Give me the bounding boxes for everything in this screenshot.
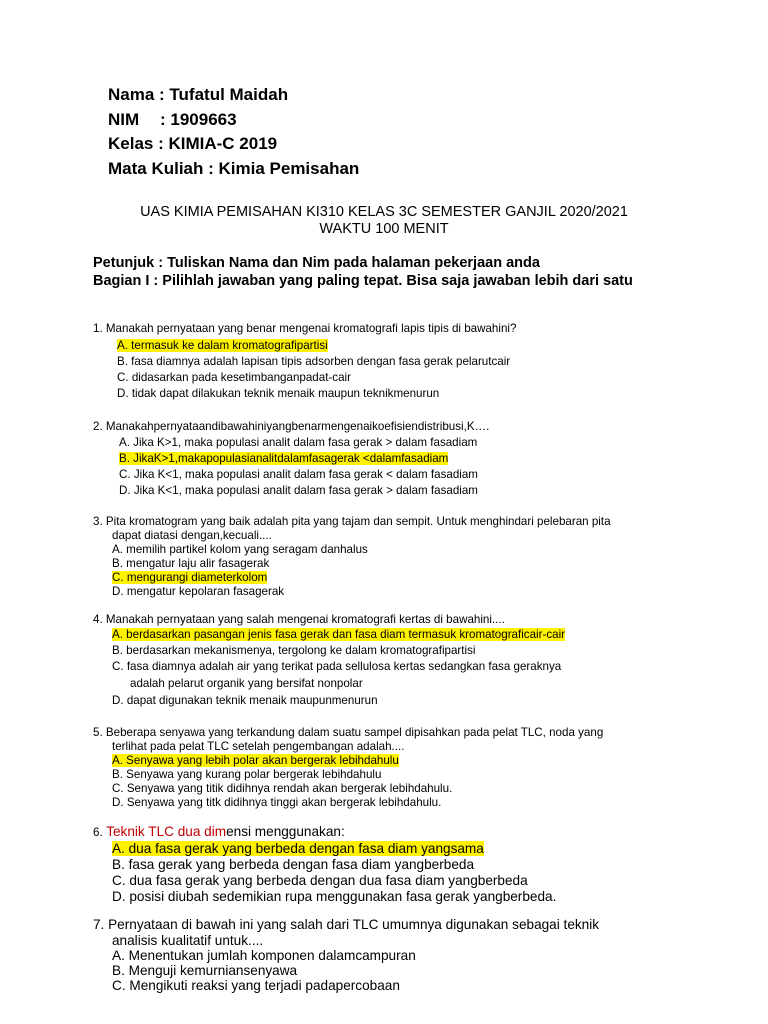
question-4-option-d: D. dapat digunakan teknik menaik maupunmenurun	[112, 694, 378, 707]
instruction-bagian: Bagian I : Pilihlah jawaban yang paling tepat. Bisa saja jawaban lebih dari satu	[93, 273, 633, 289]
question-5-option-b: B. Senyawa yang kurang polar bergerak lebihdahulu	[112, 768, 382, 781]
question-4-option-a: A. berdasarkan pasangan jenis fasa gerak dan fasa diam termasuk kromatograficair-cair	[112, 628, 566, 641]
question-7-option-b: B. Menguji kemurniansenyawa	[112, 963, 298, 978]
question-6-stem-rest: ensi menggunakan:	[226, 824, 345, 839]
question-4-option-c: C. fasa diamnya adalah air yang terikat pada sellulosa kertas sedangkan fasa geraknya	[112, 660, 562, 673]
question-2-option-c: C. Jika K<1, maka populasi analit dalam fasa gerak < dalam fasadiam	[119, 468, 478, 481]
instruction-petunjuk: Petunjuk : Tuliskan Nama dan Nim pada halaman pekerjaan anda	[93, 255, 540, 271]
question-5-stem-cont: terlihat pada pelat TLC setelah pengembangan adalah....	[112, 740, 405, 753]
course-name: Mata Kuliah : Kimia Pemisahan	[108, 159, 360, 178]
question-3-option-d: D. mengatur kepolaran fasagerak	[112, 585, 285, 598]
question-3-option-c: C. mengurangi diameterkolom	[112, 571, 268, 584]
question-6-option-d: D. posisi diubah sedemikian rupa menggunakan fasa gerak yangberbeda.	[112, 889, 557, 904]
question-6-stem	[93, 824, 345, 839]
question-2-option-d: D. Jika K<1, maka populasi analit dalam fasa gerak > dalam fasadiam	[119, 484, 478, 497]
question-1-option-c: C. didasarkan pada kesetimbanganpadat-cair	[117, 371, 351, 384]
question-3-stem: 3. Pita kromatogram yang baik adalah pita yang tajam dan sempit. Untuk menghindari pelebaran pita	[93, 515, 611, 528]
question-7-stem: 7. Pernyataan di bawah ini yang salah dari TLC umumnya digunakan sebagai teknik	[93, 917, 600, 932]
question-4-stem: 4. Manakah pernyataan yang salah mengenai kromatografi kertas di bawahini....	[93, 613, 505, 626]
student-name: Nama : Tufatul Maidah	[108, 85, 289, 104]
question-3-stem-cont: dapat diatasi dengan,kecuali....	[112, 529, 272, 542]
exam-duration: WAKTU 100 MENIT	[319, 221, 449, 237]
question-3-option-a: A. memilih partikel kolom yang seragam danhalus	[112, 543, 368, 556]
question-6-number: 6.	[93, 826, 103, 839]
question-5-option-d: D. Senyawa yang titk didihnya tinggi akan bergerak lebihdahulu.	[112, 796, 442, 809]
question-2-option-b: B. JikaK>1,makapopulasianalitdalamfasagerak <dalamfasadiam	[119, 452, 449, 465]
question-1-option-a: A. termasuk ke dalam kromatografipartisi	[117, 339, 328, 352]
question-2-stem: 2. Manakahpernyataandibawahiniyangbenarmengenaikoefisiendistribusi,K….	[93, 420, 490, 433]
student-nim-label: NIM	[108, 110, 140, 129]
question-4-option-b: B. berdasarkan mekanismenya, tergolong ke dalam kromatografipartisi	[112, 644, 476, 657]
question-7-stem-cont: analisis kualitatif untuk....	[112, 933, 264, 948]
question-6-option-a: A. dua fasa gerak yang berbeda dengan fasa diam yangsama	[112, 841, 484, 856]
question-5-stem: 5. Beberapa senyawa yang terkandung dalam suatu sampel dipisahkan pada pelat TLC, noda yang	[93, 726, 604, 739]
question-5-option-a: A. Senyawa yang lebih polar akan bergerak lebihdahulu	[112, 754, 399, 767]
question-3-option-b: B. mengatur laju alir fasagerak	[112, 557, 270, 570]
student-class: Kelas : KIMIA-C 2019	[108, 134, 278, 153]
question-4-option-c-cont: adalah pelarut organik yang bersifat nonpolar	[130, 677, 363, 690]
question-6-option-c: C. dua fasa gerak yang berbeda dengan dua fasa diam yangberbeda	[112, 873, 528, 888]
question-5-option-c: C. Senyawa yang titik didihnya rendah akan bergerak lebihdahulu.	[112, 782, 453, 795]
question-1-stem: 1. Manakah pernyataan yang benar mengenai kromatografi lapis tipis di bawahini?	[93, 322, 517, 335]
question-6-option-b: B. fasa gerak yang berbeda dengan fasa diam yangberbeda	[112, 857, 475, 872]
question-1-option-d: D. tidak dapat dilakukan teknik menaik maupun teknikmenurun	[117, 387, 440, 400]
student-nim-value: : 1909663	[160, 110, 237, 129]
question-7-option-c: C. Mengikuti reaksi yang terjadi padapercobaan	[112, 978, 400, 993]
question-2-option-a: A. Jika K>1, maka populasi analit dalam fasa gerak > dalam fasadiam	[119, 436, 478, 449]
question-1-option-b: B. fasa diamnya adalah lapisan tipis adsorben dengan fasa gerak pelarutcair	[117, 355, 511, 368]
question-7-option-a: A. Menentukan jumlah komponen dalamcampuran	[112, 948, 416, 963]
question-6-stem-red: Teknik TLC dua dim	[106, 824, 227, 839]
exam-title: UAS KIMIA PEMISAHAN KI310 KELAS 3C SEMESTER GANJIL 2020/2021	[140, 204, 628, 220]
